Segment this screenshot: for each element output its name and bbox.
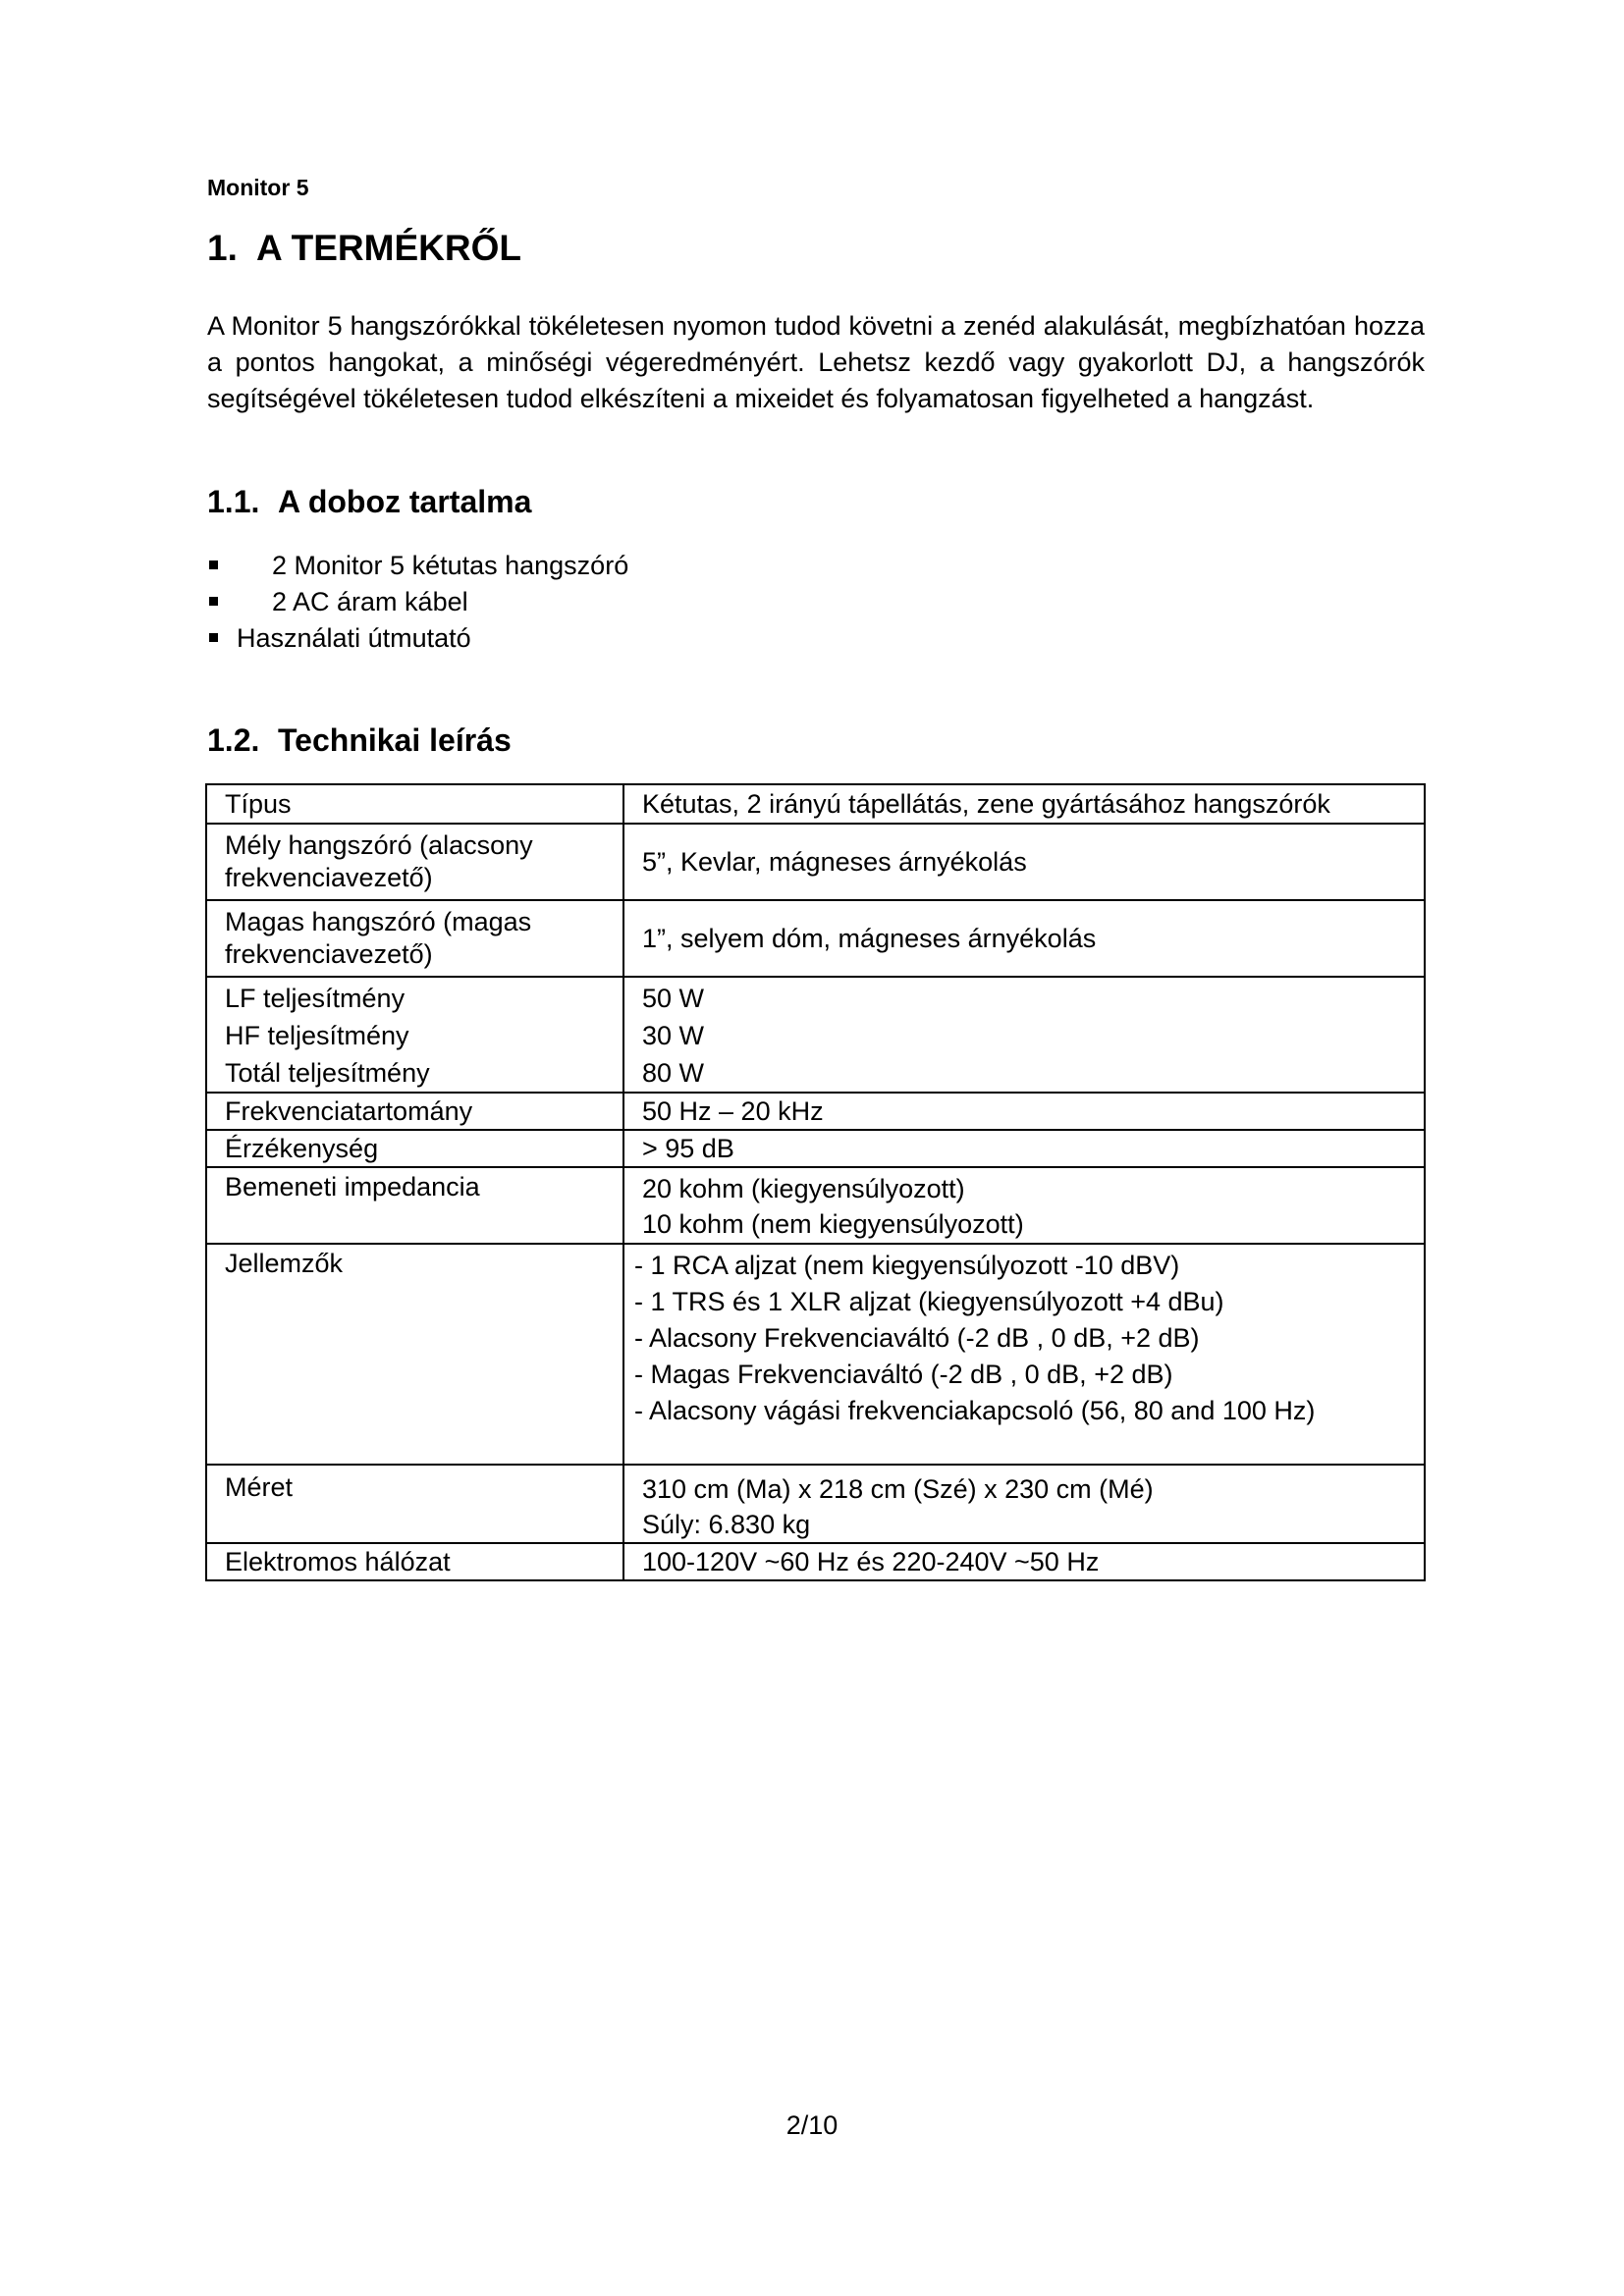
impedance-unbalanced: 10 kohm (nem kiegyensúlyozott) [642,1209,1024,1239]
feature-item: - Alacsony vágási frekvenciakapcsoló (56, 80 and 100 Hz) [634,1396,1316,1425]
bullet-icon [209,597,218,606]
spec-label: Típus [206,784,623,824]
section-1-1-heading [207,484,531,520]
spec-value: > 95 dB [623,1130,1425,1167]
intro-paragraph: A Monitor 5 hangszórókkal tökéletesen nyomon tudod követni a zenéd alakulását, megbízhatóan hozza a pontos hangokat, a minőségi végeredményért. Lehetsz kezdő vagy gyakorlott DJ, a hangszórók segítségével tökéletesen tudod elkészíteni a mixeidet és folyamatosan figyelheted a hangzást. [207,311,1425,413]
table-row [206,1167,1425,1244]
section-1-2-title: Technikai leírás [278,722,512,758]
document-page: Monitor 5 1. A TERMÉKRŐL A Monitor 5 hangszórókkal tökéletesen nyomon tudod követni a zenéd alakulását, megbízhatóan hozza a pontos hangokat, a minőségi végeredményért. Lehetsz kezdő vagy gyakorlott DJ, a hangszórók segítségével tökéletesen tudod elkészíteni a mixeidet és folyamatosan figyelheted a hangzást. 1.1. A doboz tartalma 2 Monitor 5 kétutas hangszóró 2 AC áram kábel Használati útmutató 1.2. Technikai leírás Típus Kétutas, 2 irányú tápellátás, zene gyártásához hangszórók Mély hangszóró (alacsony frekvenciavezető) 5”, Kevlar, mágneses árnyékolás Magas hangszóró (magas frekvenciavezető) 1”, selyem dóm, mágneses árnyékolás LF teljesítmény HF teljesítmény Totál teljesítmény 50 W 30 W 80 W Frekvenciatartomány 50 Hz – 20 kHz Érzékenység > 95 dB Bemeneti impedancia 20 kohm (kiegyensúlyozott) 10 kohm (nem kiegyensúlyozott) Jellemzők - 1 RCA aljzat (nem kiegyensúlyozott -10 dBV) - 1 TRS és 1 XLR aljzat (kiegyensúlyozott +4 dBu) - Alacsony Frekvenciaváltó (-2 dB , 0 dB, +2 dB) - Magas Frekvenciaváltó (-2 dB , 0 dB, +2 dB) - Alacsony vágási frekvenciakapcsoló (56, 80 and 100 Hz) Méret 310 cm (Ma) x 218 cm (Szé) x 230 cm (Mé) Súly: 6.830 kg Elektromos hálózat 100-120V ~60 Hz és 220-240V ~50 Hz 2/10 [0,0,1624,2296]
page-number: 2/10 [785,2110,839,2140]
section-1-2-number: 1.2. [207,722,260,758]
spec-value [623,977,1425,1093]
table-row [206,1465,1425,1543]
spec-value: 1”, selyem dóm, mágneses árnyékolás [623,900,1425,977]
spec-label: Magas hangszóró (magas frekvenciavezető) [206,900,623,977]
section-1-1-number: 1.1. [207,484,260,519]
table-row [206,824,1425,900]
total-power-value: 80 W [642,1058,705,1088]
bullet-icon [209,561,218,569]
section-1-number: 1. [207,228,238,268]
table-row [206,977,1425,1093]
table-row [206,784,1425,824]
table-row [206,1093,1425,1130]
section-1-2-heading [207,722,512,759]
dimensions-value: 310 cm (Ma) x 218 cm (Szé) x 230 cm (Mé) [642,1474,1154,1504]
feature-item: - 1 RCA aljzat (nem kiegyensúlyozott -10 dBV) [634,1251,1180,1280]
spec-label: Érzékenység [206,1130,623,1167]
feature-item: - Magas Frekvenciaváltó (-2 dB , 0 dB, +2 dB) [634,1360,1173,1389]
spec-label: Jellemzők [206,1244,623,1465]
spec-value: 100-120V ~60 Hz és 220-240V ~50 Hz [623,1543,1425,1580]
section-1-heading [207,228,521,269]
bullet-icon [209,633,218,642]
spec-value [623,1465,1425,1543]
hf-power-value: 30 W [642,1021,705,1050]
spec-label: Elektromos hálózat [206,1543,623,1580]
section-1-title: A TERMÉKRŐL [256,228,521,268]
hf-power-label: HF teljesítmény [225,1021,409,1050]
spec-table [205,783,1426,1581]
spec-value: 50 Hz – 20 kHz [623,1093,1425,1130]
feature-item: - 1 TRS és 1 XLR aljzat (kiegyensúlyozott +4 dBu) [634,1287,1224,1316]
spec-label: Bemeneti impedancia [206,1167,623,1244]
page-header: Monitor 5 [207,175,309,200]
table-row [206,1543,1425,1580]
lf-power-value: 50 W [642,984,705,1013]
weight-value: Súly: 6.830 kg [642,1510,811,1539]
section-1-1-title: A doboz tartalma [278,484,532,519]
impedance-balanced: 20 kohm (kiegyensúlyozott) [642,1174,965,1203]
spec-label [206,977,623,1093]
spec-label: Frekvenciatartomány [206,1093,623,1130]
table-row [206,1244,1425,1465]
spec-value [623,1167,1425,1244]
table-row [206,1130,1425,1167]
table-row [206,900,1425,977]
spec-label: Mély hangszóró (alacsony frekvenciavezető) [206,824,623,900]
spec-value [623,1244,1425,1465]
spec-value: 5”, Kevlar, mágneses árnyékolás [623,824,1425,900]
total-power-label: Totál teljesítmény [225,1058,430,1088]
lf-power-label: LF teljesítmény [225,984,406,1013]
spec-label: Méret [206,1465,623,1543]
feature-item: - Alacsony Frekvenciaváltó (-2 dB , 0 dB, +2 dB) [634,1323,1200,1353]
spec-value: Kétutas, 2 irányú tápellátás, zene gyártásához hangszórók [623,784,1425,824]
